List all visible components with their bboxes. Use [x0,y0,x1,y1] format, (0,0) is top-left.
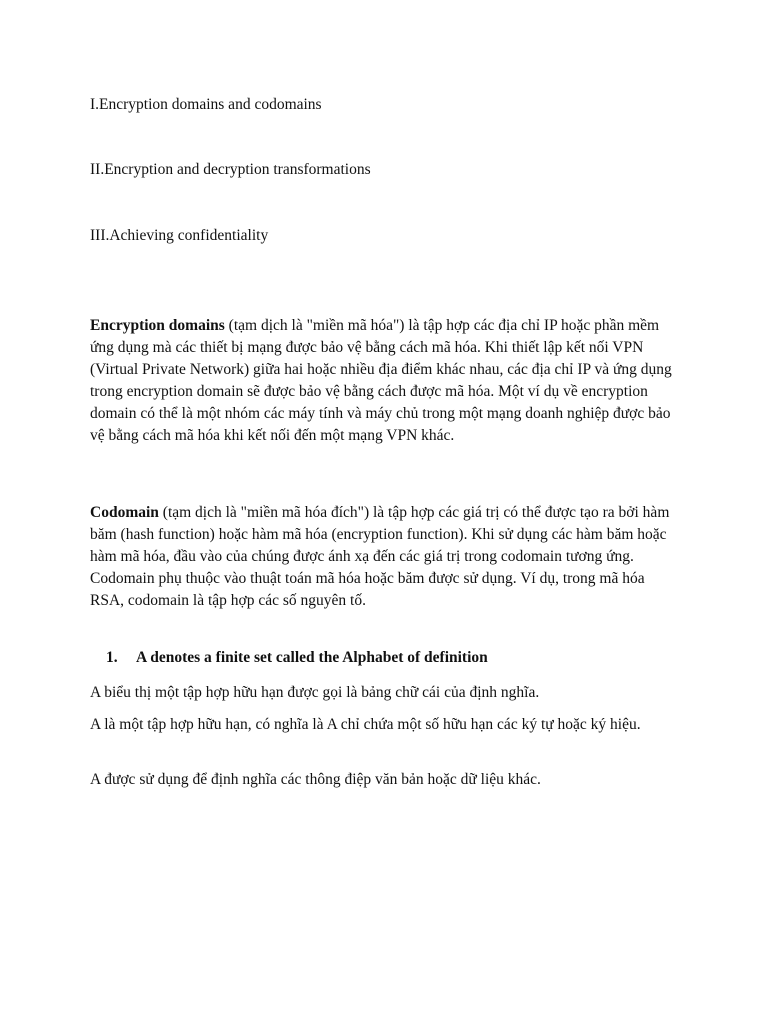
list-item-text: A denotes a finite set called the Alphabet of definition [136,649,488,666]
body-paragraph-2: A là một tập hợp hữu hạn, có nghĩa là A chỉ chứa một số hữu hạn các ký tự hoặc ký hiệu. [90,716,641,733]
body-paragraph-3: A được sử dụng để định nghĩa các thông điệp văn bản hoặc dữ liệu khác. [90,771,541,788]
codomain-term: Codomain [90,504,159,521]
body-paragraph-1: A biểu thị một tập hợp hữu hạn được gọi là bảng chữ cái của định nghĩa. [90,684,540,701]
section-heading-3: III.Achieving confidentiality [90,227,269,244]
section-heading-1: I.Encryption domains and codomains [90,96,322,113]
encryption-domains-term: Encryption domains [90,317,225,334]
numbered-list-item [106,647,488,669]
section-heading-2: II.Encryption and decryption transformations [90,161,371,178]
encryption-domains-text: (tạm dịch là "miền mã hóa") là tập hợp các địa chỉ IP hoặc phần mềm ứng dụng mà các thiết bị mạng được bảo vệ bằng cách mã hóa. Khi thiết lập kết nối VPN (Virtual Private Network) giữa hai hoặc nhiều địa điểm khác nhau, các địa chỉ IP và ứng dụng trong encryption domain sẽ được bảo vệ bằng cách được mã hóa. Một ví dụ về encryption domain có thể là một nhóm các máy tính và máy chủ trong một mạng doanh nghiệp được bảo vệ bằng cách mã hóa khi kết nối đến một mạng VPN khác. [90,317,672,444]
codomain-text: (tạm dịch là "miền mã hóa đích") là tập hợp các giá trị có thể được tạo ra bởi hàm băm (hash function) hoặc hàm mã hóa (encryption function). Khi sử dụng các hàm băm hoặc hàm mã hóa, đầu vào của chúng được ánh xạ đến các giá trị trong codomain tương ứng. Codomain phụ thuộc vào thuật toán mã hóa hoặc băm được sử dụng. Ví dụ, trong mã hóa RSA, codomain là tập hợp các số nguyên tố. [90,504,670,609]
list-item-number: 1. [106,649,118,666]
encryption-domains-paragraph [90,315,675,447]
codomain-paragraph [90,502,675,612]
